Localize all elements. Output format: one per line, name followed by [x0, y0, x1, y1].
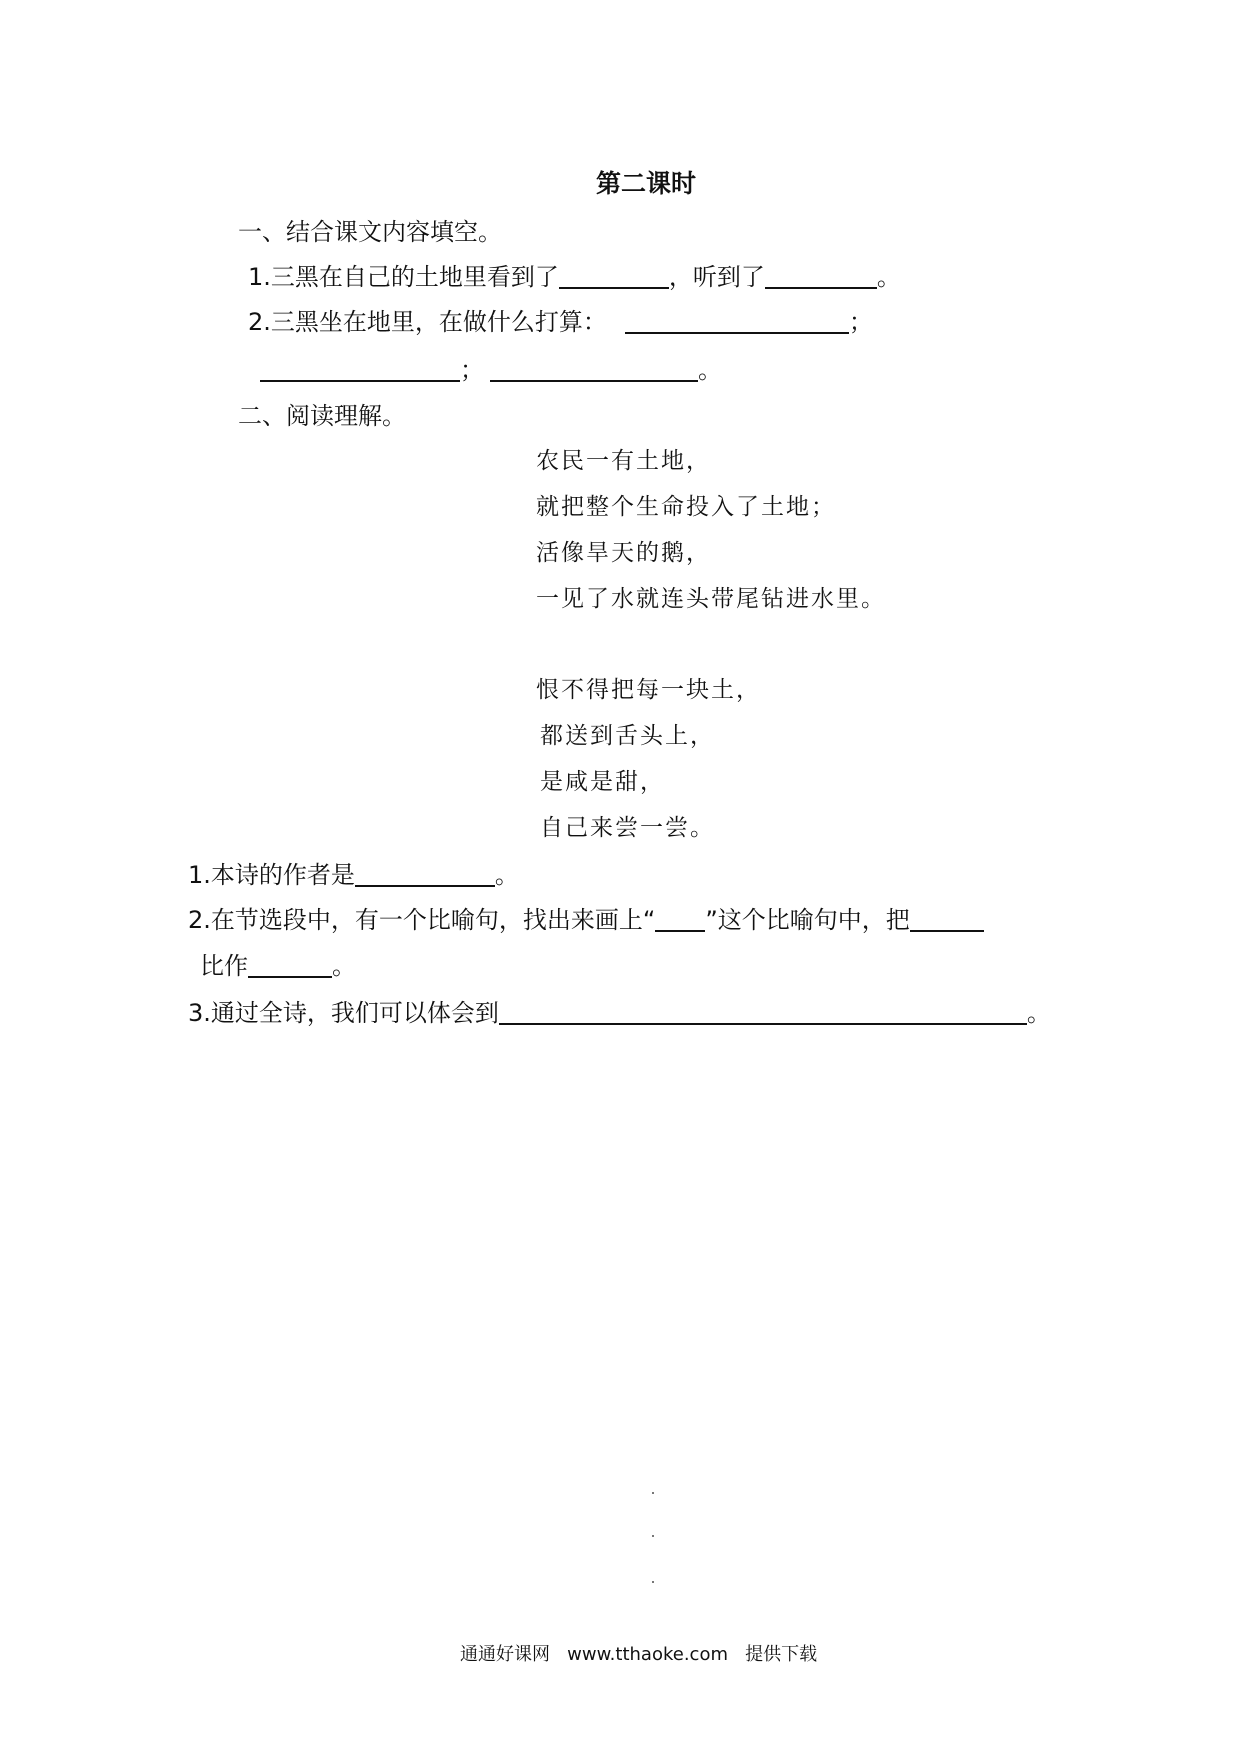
- q1-2-sep1: ；: [848, 308, 873, 336]
- answer-blank[interactable]: [490, 354, 698, 382]
- decorative-dot: [652, 1535, 654, 1537]
- question-2-2-line2: [200, 946, 356, 981]
- footer-text: 通通好课网 www.tthaoke.com 提供下载: [460, 1644, 818, 1665]
- answer-blank[interactable]: [559, 261, 669, 289]
- q1-1-text-a: 1.三黑在自己的土地里看到了: [248, 263, 559, 291]
- question-1-1: [248, 257, 901, 292]
- answer-blank[interactable]: [260, 354, 460, 382]
- answer-blank[interactable]: [625, 306, 849, 334]
- question-2-2: [188, 900, 984, 935]
- page-title: 第二课时: [596, 169, 697, 198]
- poem-line: 都送到舌头上，: [540, 723, 715, 749]
- section1-heading: 一、结合课文内容填空。: [238, 218, 502, 246]
- q1-1-text-b: ，听到了: [668, 263, 765, 291]
- poem-line: 活像旱天的鹅，: [536, 540, 711, 566]
- answer-blank[interactable]: [655, 904, 705, 932]
- poem-line: 一见了水就连头带尾钻进水里。: [536, 586, 886, 612]
- poem-line: 是咸是甜，: [540, 769, 665, 795]
- q2-1-end: 。: [494, 861, 519, 889]
- question-1-2: [248, 302, 873, 337]
- poem-line: 农民一有土地，: [536, 448, 711, 474]
- q2-2-line2-text: 比作: [200, 952, 248, 980]
- q2-2-end: 。: [332, 952, 356, 980]
- question-2-3: [188, 993, 1051, 1028]
- q2-3-text: 3.通过全诗，我们可以体会到: [188, 999, 499, 1027]
- poem-line: 就把整个生命投入了土地；: [536, 494, 836, 520]
- q2-3-end: 。: [1026, 999, 1051, 1027]
- q2-2-text-a: 2.在节选段中，有一个比喻句，找出来画上“: [188, 906, 656, 934]
- q2-1-text: 1.本诗的作者是: [188, 861, 355, 889]
- question-1-2-line2: [260, 350, 722, 385]
- answer-blank[interactable]: [355, 859, 495, 887]
- poem-line: 自己来尝一尝。: [540, 815, 715, 841]
- answer-blank[interactable]: [910, 904, 984, 932]
- poem-line: 恨不得把每一块土，: [536, 677, 761, 703]
- q1-2-end: 。: [698, 356, 722, 384]
- decorative-dot: [652, 1581, 654, 1583]
- answer-blank[interactable]: [248, 950, 332, 978]
- answer-blank[interactable]: [499, 997, 1027, 1025]
- decorative-dot: [652, 1492, 654, 1494]
- q1-1-text-c: 。: [876, 263, 901, 291]
- q1-2-text-a: 2.三黑坐在地里，在做什么打算：: [248, 308, 607, 336]
- question-2-1: [188, 855, 519, 890]
- answer-blank[interactable]: [765, 261, 877, 289]
- q2-2-text-b: ”这个比喻句中，把: [705, 906, 910, 934]
- section2-heading: 二、阅读理解。: [238, 402, 406, 430]
- q1-2-sep2: ；: [460, 356, 484, 384]
